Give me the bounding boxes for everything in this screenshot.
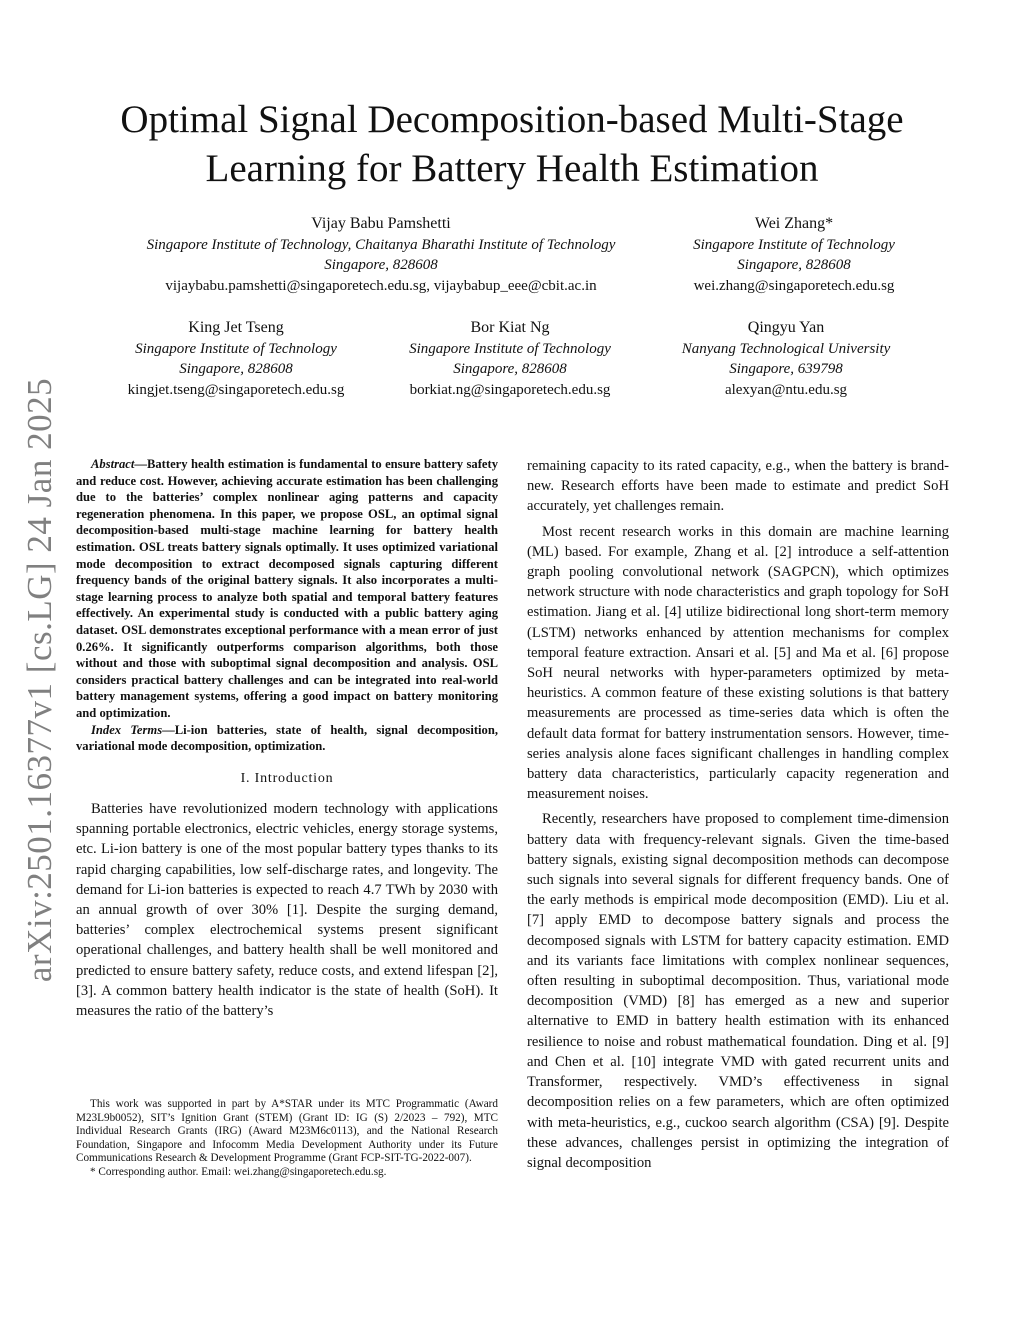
author-location: Singapore, 828608 <box>179 361 293 377</box>
author-email: vijaybabu.pamshetti@singaporetech.edu.sg, vijaybabup_eee@cbit.ac.in <box>165 277 597 294</box>
author-affiliation: Singapore Institute of Technology, Chaitanya Bharathi Institute of Technology <box>146 236 616 253</box>
author-affiliation: Singapore Institute of Technology <box>135 340 337 357</box>
paper-title <box>60 95 964 193</box>
author-name: Vijay Babu Pamshetti <box>311 215 451 232</box>
author-block-ng <box>380 318 640 400</box>
index-terms-lead: Index Terms <box>91 722 163 737</box>
intro-paragraph-1: Batteries have revolutionized modern technology with applications spanning portable electronics, electric vehicles, energy storage systems, etc. Li-ion battery is one of the most popular battery types thanks to its rapid charging capabilities, low self-discharge rates, and longevity. The demand for Li-ion batteries is expected to reach 4.7 TWh by 2030 with an annual growth of over 30% [1]. Despite the surging demand, batteries’ complex electrochemical systems present significant operational challenges, and battery health shall be well monitored and predicted to ensure battery safety, reduce costs, and extend lifespan [2], [3]. A common battery health indicator is the state of health (SoH). It measures the ratio of the battery’s <box>76 800 498 1019</box>
index-terms <box>76 722 498 755</box>
author-location: Singapore, 828608 <box>324 257 438 273</box>
author-block-zhang <box>664 214 924 296</box>
paragraph-continuation: remaining capacity to its rated capacity, e.g., when the battery is brand-new. Research efforts have been made to estimate and predict SoH accurately, yet challenges remain. <box>527 458 949 515</box>
title-line-1: Optimal Signal Decomposition-based Multi-Stage <box>120 98 904 141</box>
abstract-text: —Battery health estimation is fundamental to ensure battery safety and reduce cost. However, achieving accurate estimation has been challenging due to the batteries’ complex nonlinear aging patterns and capacity regeneration phenomena. In this paper, we propose OSL, an optimal signal decomposition-based multi-stage machine learning for battery health estimation. OSL treats battery signals optimally. It uses optimized variational mode decomposition to extract decomposed signals capturing different frequency bands of the original battery signals. It also incorporates a multi-stage learning process to analyze both spatial and temporal battery features effectively. An experimental study is conducted with a public battery aging dataset. OSL demonstrates exceptional performance with a mean error of just 0.26%. It significantly outperforms comparison algorithms, both those without and those with suboptimal signal decomposition and analysis. OSL considers practical battery challenges and can be integrated into real-world battery management systems, offering a good impact on battery monitoring and optimization. <box>76 457 498 720</box>
footnote-rule <box>76 1092 156 1093</box>
paragraph-signal-decomposition: Recently, researchers have proposed to complement time-dimension battery data with frequency-relevant signals. Given the time-based battery signals, existing signal decomposition methods can decompose such signals into several signals for different frequency bands. One of the early methods is empirical mode decomposition (EMD). Liu et al. [7] apply EMD to decompose battery signals and process the decomposed signals with LSTM for battery capacity estimation. EMD and its variants face limitations with complex nonlinear sequences, often resulting in suboptimal decomposition. Thus, variational mode decomposition (VMD) [8] has emerged as a new and superior alternative to EMD in battery health estimation with its enhanced resilience to noise and robust mathematical foundation. Ding et al. [9] and Chen et al. [10] integrate VMD with gated recurrent units and Transformer, respectively. VMD’s effectiveness in signal decomposition relies on a few parameters, which are often optimized with meta-heuristics, e.g., cuckoo search algorithm (CSA) [9]. Despite these advances, challenges persist in optimizing the integration of signal decomposition <box>527 811 949 1171</box>
author-email: borkiat.ng@singaporetech.edu.sg <box>409 381 611 398</box>
author-location: Singapore, 828608 <box>453 361 567 377</box>
title-line-2: Learning for Battery Health Estimation <box>205 147 819 190</box>
left-column <box>76 456 498 1021</box>
author-email: wei.zhang@singaporetech.edu.sg <box>693 277 895 294</box>
author-block-pamshetti <box>96 214 666 296</box>
index-terms-text: —Li-ion batteries, state of health, signal decomposition, variational mode decomposition, optimization. <box>76 722 498 754</box>
footnote-corresponding-author: * Corresponding author. Email: wei.zhang@singaporetech.edu.sg. <box>90 1165 387 1178</box>
author-block-tseng <box>104 318 368 400</box>
author-name: Wei Zhang* <box>754 215 834 232</box>
abstract <box>76 456 498 722</box>
author-affiliation: Singapore Institute of Technology <box>693 236 895 253</box>
author-name: Qingyu Yan <box>747 319 825 336</box>
author-email: alexyan@ntu.edu.sg <box>724 381 848 398</box>
section-heading-introduction: I. Introduction <box>240 770 334 786</box>
author-location: Singapore, 828608 <box>737 257 851 273</box>
footnotes <box>76 1098 498 1180</box>
abstract-lead: Abstract <box>91 457 135 471</box>
footnote-funding: This work was supported in part by A*STAR under its MTC Programmatic (Award M23L9b0052), SIT’s Ignition Grant (STEM) (Grant ID: IG (S) 2/2023 – 792), MTC Individual Research Grants (IRG) (Award M23M6c0113), and the National Research Foundation, Singapore and Infocomm Media Development Authority under its Future Communications Research & Development Programme (Grant FCP-SIT-TG-2022-007). <box>76 1098 498 1165</box>
arxiv-identifier-stamp: arXiv:2501.16377v1 [cs.LG] 24 Jan 2025 <box>20 377 59 983</box>
author-email: kingjet.tseng@singaporetech.edu.sg <box>127 381 345 398</box>
author-affiliation: Singapore Institute of Technology <box>409 340 611 357</box>
author-name: King Jet Tseng <box>188 319 284 336</box>
right-column <box>527 456 949 1173</box>
author-location: Singapore, 639798 <box>729 361 843 377</box>
author-affiliation: Nanyang Technological University <box>681 340 891 357</box>
author-block-yan <box>654 318 918 400</box>
paragraph-related-work: Most recent research works in this domain are machine learning (ML) based. For example, Zhang et al. [2] introduce a self-attention graph pooling convolutional network (SAGPCN), which optimizes network structure with node characteristics and graph topology for SoH estimation. Jiang et al. [4] utilize bidirectional long short-term memory (LSTM) networks enhanced by attention mechanisms for complex temporal feature extraction. Ansari et al. [5] and Ma et al. [6] propose SoH neural networks with hyper-parameters optimized by meta-heuristics. A common feature of these existing solutions is that battery measurements are processed as time-series data which is often the default data format for battery instrumentation sensors. However, time-series analysis alone faces significant challenges in handling complex battery data characteristics, particularly capacity regeneration and measurement noises. <box>527 523 949 803</box>
author-name: Bor Kiat Ng <box>470 319 550 336</box>
